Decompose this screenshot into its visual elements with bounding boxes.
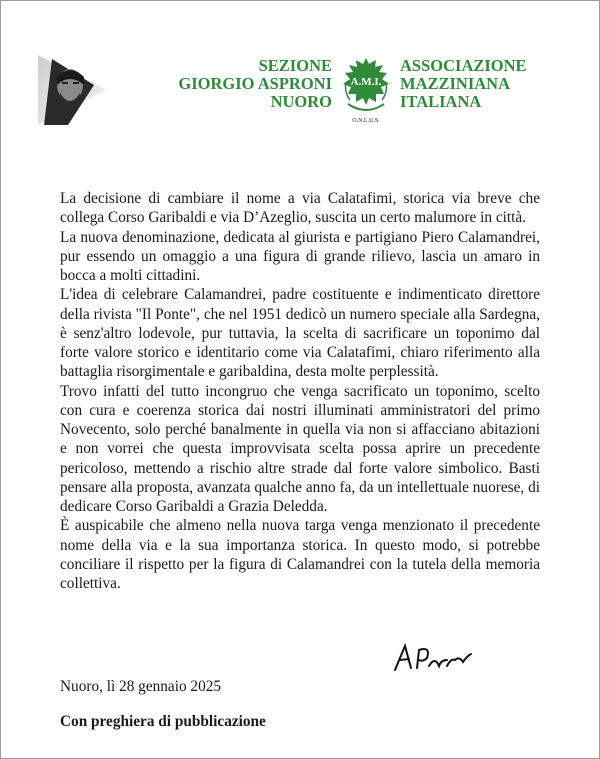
paragraph-3: L'idea di celebrare Calamandrei, padre costituente e indimenticato direttore della rivista "Il Ponte", che nel 1951 dedicò un numero speciale alla Sardegna, è senz'altro lodevole, pur tuttavia, la scelta di sacrificare un toponimo dal forte valore storico e identitario come via Calatafimi, chiaro riferimento alla battaglia risorgimentale e garibaldina, desta molte perplessità. (60, 286, 540, 381)
closing-note: Con preghiera di pubblicazione (60, 713, 266, 730)
ami-logo (334, 54, 398, 126)
section-line-2: GIORGIO ASPRONI (178, 74, 332, 93)
association-name (400, 57, 527, 111)
date-line: Nuoro, lì 28 gennaio 2025 (60, 678, 222, 695)
paragraph-5: È auspicabile che almeno nella nuova targa venga menzionato il precedente nome della via e la sua importanza storica. In questo modo, si potrebbe conciliare il rispetto per la figura di Calamandrei con la tutela della memoria collettiva. (60, 517, 540, 592)
letter-body (60, 189, 540, 593)
association-line-3: ITALIANA (400, 92, 482, 111)
logo-subtitle: O.N.L.U.S. (352, 118, 380, 124)
logo-initials: A.M.I. (350, 76, 382, 88)
section-line-1: SEZIONE (258, 56, 332, 75)
association-line-1: ASSOCIAZIONE (400, 56, 527, 75)
section-name (178, 57, 332, 111)
paragraph-4: Trovo infatti del tutto incongruo che venga sacrificato un toponimo, scelto con cura e coerenza storica dai nostri illuminati amministratori del primo Novecento, solo perché banalmente in quella via non si affacciano abitazioni e non vorrei che questa improvvisata scelta possa aprire un precedente pericoloso, mettendo a rischio altre strade dal forte valore simbolico. Basti pensare alla proposta, avanzata qualche anno fa, da un intellettuale nuorese, di dedicare Corso Garibaldi a Grazia Deledda. (60, 382, 540, 515)
paragraph-2: La nuova denominazione, dedicata al giurista e partigiano Piero Calamandrei, pur essendo un omaggio a una figura di grande rilievo, lascia un amaro in bocca a molti cittadini. (60, 228, 540, 284)
paragraph-1: La decisione di cambiare il nome a via Calatafimi, storica via breve che collega Corso Garibaldi e via D’Azeglio, suscita un certo malumore in città. (60, 190, 540, 227)
letterhead (0, 0, 600, 140)
section-line-3: NUORO (270, 92, 332, 111)
portrait-photo (38, 55, 106, 125)
handwritten-signature (391, 642, 473, 674)
association-line-2: MAZZINIANA (400, 74, 511, 93)
